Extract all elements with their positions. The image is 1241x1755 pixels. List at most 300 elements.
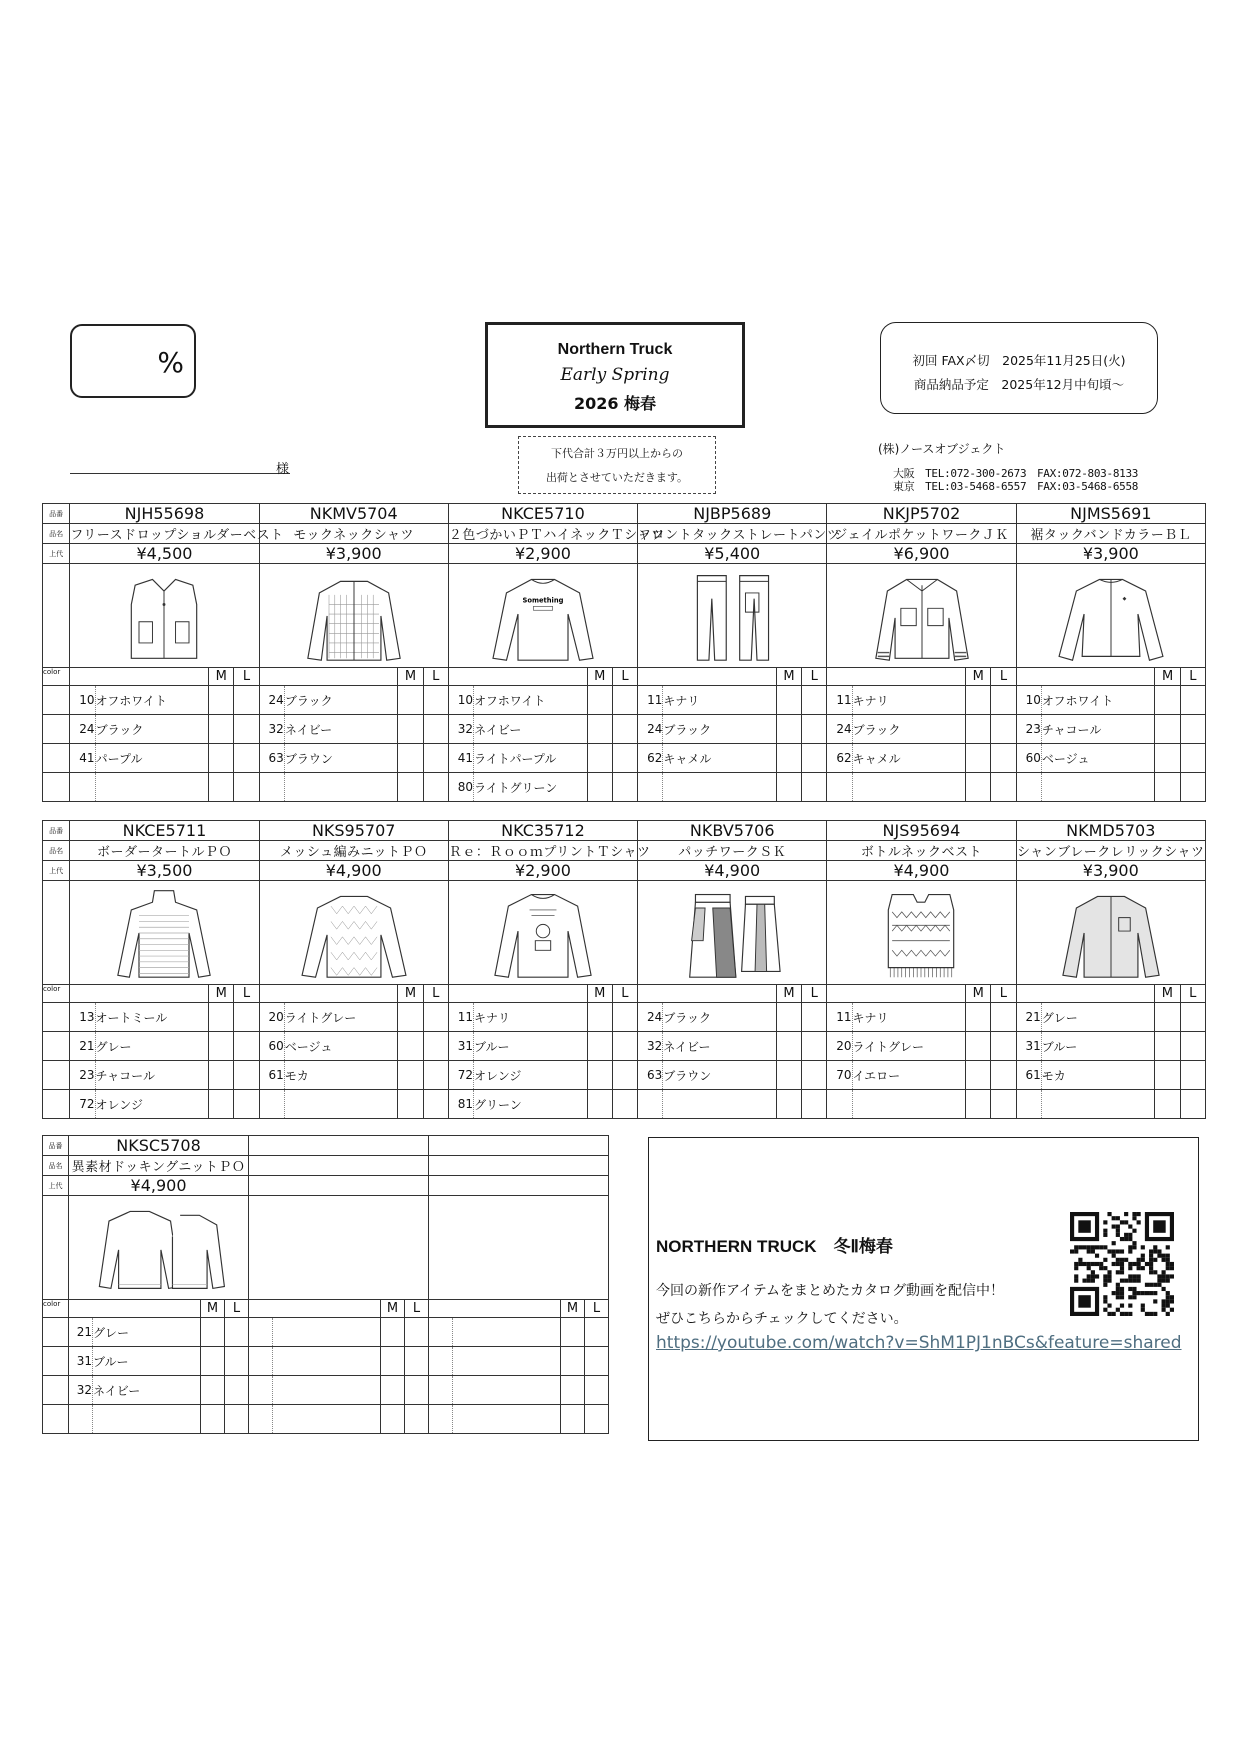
qty-l-input[interactable] bbox=[423, 773, 448, 802]
image-label-cell bbox=[43, 881, 70, 985]
knit-vest-sketch bbox=[846, 883, 996, 983]
color-code: 11 bbox=[448, 1003, 473, 1032]
product-image-cell bbox=[1016, 564, 1205, 668]
qty-m-input[interactable] bbox=[398, 1003, 423, 1032]
qr-code-icon[interactable] bbox=[1070, 1212, 1174, 1316]
qty-l-input[interactable] bbox=[234, 744, 259, 773]
size-m-header: M bbox=[966, 668, 991, 686]
color-name: ブルー bbox=[93, 1347, 201, 1376]
color-code: 62 bbox=[827, 744, 852, 773]
size-m-header: M bbox=[201, 1300, 225, 1318]
color-code: 72 bbox=[448, 1061, 473, 1090]
qty-l-input[interactable] bbox=[991, 1032, 1016, 1061]
qty-m-input[interactable] bbox=[966, 1061, 991, 1090]
qty-l-input[interactable] bbox=[991, 1003, 1016, 1032]
qty-l-input[interactable] bbox=[612, 1003, 637, 1032]
qty-l-input[interactable] bbox=[802, 1032, 827, 1061]
color-name: モカ bbox=[1041, 1061, 1155, 1090]
color-code: 32 bbox=[448, 715, 473, 744]
qty-l-input[interactable] bbox=[585, 1347, 609, 1376]
product-price bbox=[249, 1176, 429, 1196]
qty-m-input[interactable] bbox=[209, 1032, 234, 1061]
size-l-header: L bbox=[423, 985, 448, 1003]
product-image-cell bbox=[429, 1196, 609, 1300]
delivery-schedule: 商品納品予定 2025年12月中旬頃～ bbox=[913, 377, 1125, 392]
qty-m-input[interactable] bbox=[209, 1061, 234, 1090]
color-code bbox=[429, 1405, 453, 1434]
qty-m-input[interactable] bbox=[398, 744, 423, 773]
product-image-cell bbox=[70, 564, 259, 668]
color-header-cell bbox=[638, 668, 777, 686]
qty-m-input[interactable] bbox=[201, 1376, 225, 1405]
pants-sketch bbox=[657, 566, 807, 666]
color-code: 60 bbox=[259, 1032, 284, 1061]
color-name: ブラック bbox=[95, 715, 209, 744]
color-code bbox=[1016, 773, 1041, 802]
color-name bbox=[1041, 1090, 1155, 1119]
qty-m-input[interactable] bbox=[776, 686, 801, 715]
discount-rate-box[interactable] bbox=[70, 324, 196, 398]
color-code: 21 bbox=[69, 1318, 93, 1347]
color-name: キナリ bbox=[852, 686, 966, 715]
label-color: color bbox=[43, 668, 70, 686]
color-name: ブラウン bbox=[663, 1061, 777, 1090]
qty-l-input[interactable] bbox=[234, 1090, 259, 1119]
color-name: モカ bbox=[284, 1061, 398, 1090]
qty-m-input[interactable] bbox=[209, 1003, 234, 1032]
color-name bbox=[273, 1376, 381, 1405]
video-text: ぜひこちらからチェックしてください。 bbox=[656, 1311, 908, 1327]
qty-l-input[interactable] bbox=[585, 1318, 609, 1347]
product-image-cell bbox=[827, 881, 1016, 985]
color-name: ブルー bbox=[474, 1032, 588, 1061]
qty-l-input[interactable] bbox=[1180, 1032, 1205, 1061]
color-name: グレー bbox=[95, 1032, 209, 1061]
color-header-cell bbox=[249, 1300, 381, 1318]
size-m-header: M bbox=[966, 985, 991, 1003]
color-name bbox=[852, 1090, 966, 1119]
qty-m-input[interactable] bbox=[1155, 1032, 1180, 1061]
qty-l-input[interactable] bbox=[1180, 773, 1205, 802]
size-m-header: M bbox=[398, 985, 423, 1003]
color-code bbox=[70, 773, 95, 802]
qty-m-input[interactable] bbox=[209, 715, 234, 744]
qty-m-input[interactable] bbox=[776, 1090, 801, 1119]
color-header-cell bbox=[70, 985, 209, 1003]
color-code: 63 bbox=[638, 1061, 663, 1090]
qty-m-input[interactable] bbox=[209, 744, 234, 773]
qty-l-input[interactable] bbox=[234, 1003, 259, 1032]
color-name: オフホワイト bbox=[1041, 686, 1155, 715]
qty-m-input[interactable] bbox=[587, 686, 612, 715]
qty-l-input[interactable] bbox=[405, 1405, 429, 1434]
qty-l-input[interactable] bbox=[802, 773, 827, 802]
product-image-cell bbox=[69, 1196, 249, 1300]
qty-m-input[interactable] bbox=[966, 773, 991, 802]
color-name: ブラック bbox=[284, 686, 398, 715]
color-name bbox=[453, 1318, 561, 1347]
qty-l-input[interactable] bbox=[423, 715, 448, 744]
knit-sketch bbox=[279, 883, 429, 983]
qty-m-input[interactable] bbox=[1155, 773, 1180, 802]
qty-l-input[interactable] bbox=[1180, 1061, 1205, 1090]
label-part-no: 品番 bbox=[43, 504, 70, 524]
qty-m-input[interactable] bbox=[776, 773, 801, 802]
product-price: ¥4,900 bbox=[827, 861, 1016, 881]
qty-l-input[interactable] bbox=[1180, 715, 1205, 744]
qty-m-input[interactable] bbox=[966, 686, 991, 715]
size-l-header: L bbox=[802, 668, 827, 686]
qty-m-input[interactable] bbox=[776, 1061, 801, 1090]
product-price: ¥4,900 bbox=[259, 861, 448, 881]
qty-l-input[interactable] bbox=[991, 1090, 1016, 1119]
color-name bbox=[284, 773, 398, 802]
size-m-header: M bbox=[1155, 985, 1180, 1003]
color-code: 72 bbox=[70, 1090, 95, 1119]
qty-l-input[interactable] bbox=[802, 1003, 827, 1032]
qty-l-input[interactable] bbox=[612, 773, 637, 802]
color-code: 20 bbox=[827, 1032, 852, 1061]
color-name bbox=[663, 773, 777, 802]
color-code: 41 bbox=[448, 744, 473, 773]
qty-l-input[interactable] bbox=[234, 715, 259, 744]
qty-l-input[interactable] bbox=[234, 773, 259, 802]
color-code: 21 bbox=[1016, 1003, 1041, 1032]
minimum-order-notice bbox=[518, 436, 716, 494]
qty-l-input[interactable] bbox=[405, 1347, 429, 1376]
season-year: 2026 梅春 bbox=[573, 394, 657, 413]
row-spacer bbox=[43, 773, 70, 802]
product-code: NJBP5689 bbox=[638, 504, 827, 524]
print-tee-sketch bbox=[468, 883, 618, 983]
tokyo-contact: 東京 TEL:03-5468-6557 FAX:03-5468-6558 bbox=[893, 480, 1139, 493]
skirt-sketch bbox=[657, 883, 807, 983]
color-header-cell bbox=[638, 985, 777, 1003]
qty-l-input[interactable] bbox=[405, 1318, 429, 1347]
product-code: NJS95694 bbox=[827, 821, 1016, 841]
qty-m-input[interactable] bbox=[561, 1405, 585, 1434]
product-price: ¥6,900 bbox=[827, 544, 1016, 564]
qty-m-input[interactable] bbox=[966, 1090, 991, 1119]
product-price: ¥4,500 bbox=[70, 544, 259, 564]
size-l-header: L bbox=[225, 1300, 249, 1318]
qty-m-input[interactable] bbox=[381, 1405, 405, 1434]
size-l-header: L bbox=[991, 668, 1016, 686]
qty-m-input[interactable] bbox=[209, 1090, 234, 1119]
chambray-shirt-sketch bbox=[1036, 883, 1186, 983]
qty-l-input[interactable] bbox=[612, 686, 637, 715]
qty-l-input[interactable] bbox=[612, 1032, 637, 1061]
label-color: color bbox=[43, 1300, 69, 1318]
color-name: チャコール bbox=[95, 1061, 209, 1090]
size-m-header: M bbox=[587, 985, 612, 1003]
qty-m-input[interactable] bbox=[1155, 715, 1180, 744]
product-code: NKMD5703 bbox=[1016, 821, 1205, 841]
qty-l-input[interactable] bbox=[991, 686, 1016, 715]
qty-l-input[interactable] bbox=[225, 1376, 249, 1405]
color-name: チャコール bbox=[1041, 715, 1155, 744]
color-code: 20 bbox=[259, 1003, 284, 1032]
color-name: ブルー bbox=[1041, 1032, 1155, 1061]
color-name bbox=[273, 1405, 381, 1434]
qty-l-input[interactable] bbox=[612, 1090, 637, 1119]
customer-name-field[interactable] bbox=[70, 472, 290, 474]
qty-l-input[interactable] bbox=[1180, 1003, 1205, 1032]
row-spacer bbox=[43, 715, 70, 744]
jacket-sketch bbox=[847, 566, 997, 666]
qty-m-input[interactable] bbox=[776, 1003, 801, 1032]
qty-l-input[interactable] bbox=[1180, 1090, 1205, 1119]
qty-l-input[interactable] bbox=[612, 1061, 637, 1090]
color-code: 24 bbox=[827, 715, 852, 744]
product-image-cell bbox=[638, 564, 827, 668]
qty-l-input[interactable] bbox=[423, 686, 448, 715]
product-image-cell bbox=[70, 881, 259, 985]
color-name: ブラック bbox=[663, 715, 777, 744]
color-code bbox=[249, 1347, 273, 1376]
company-name: (株)ノースオブジェクト bbox=[878, 442, 1006, 456]
qty-m-input[interactable] bbox=[966, 1032, 991, 1061]
product-price: ¥3,900 bbox=[1016, 861, 1205, 881]
color-name bbox=[453, 1405, 561, 1434]
qty-m-input[interactable] bbox=[1155, 1003, 1180, 1032]
deadline-box bbox=[880, 322, 1158, 414]
qty-m-input[interactable] bbox=[776, 1032, 801, 1061]
qty-m-input[interactable] bbox=[561, 1347, 585, 1376]
qty-l-input[interactable] bbox=[405, 1376, 429, 1405]
color-name: ブラック bbox=[663, 1003, 777, 1032]
qty-m-input[interactable] bbox=[587, 744, 612, 773]
row-spacer bbox=[43, 744, 70, 773]
svg-text:Something: Something bbox=[522, 596, 564, 605]
qty-m-input[interactable] bbox=[587, 1061, 612, 1090]
qty-l-input[interactable] bbox=[585, 1405, 609, 1434]
color-name: ネイビー bbox=[284, 715, 398, 744]
color-code bbox=[259, 773, 284, 802]
qty-m-input[interactable] bbox=[776, 715, 801, 744]
label-color: color bbox=[43, 985, 70, 1003]
qty-m-input[interactable] bbox=[381, 1376, 405, 1405]
notice-line: 下代合計３万円以上からの bbox=[551, 447, 683, 460]
size-l-header: L bbox=[991, 985, 1016, 1003]
size-m-header: M bbox=[587, 668, 612, 686]
label-name: 品名 bbox=[43, 841, 70, 861]
qty-l-input[interactable] bbox=[802, 1090, 827, 1119]
product-name: モックネックシャツ bbox=[259, 524, 448, 544]
product-code: NKSC5708 bbox=[69, 1136, 249, 1156]
product-code: NJMS5691 bbox=[1016, 504, 1205, 524]
image-label-cell bbox=[43, 564, 70, 668]
qty-m-input[interactable] bbox=[1155, 744, 1180, 773]
color-code: 24 bbox=[259, 686, 284, 715]
color-name: グリーン bbox=[474, 1090, 588, 1119]
color-name bbox=[453, 1347, 561, 1376]
color-code bbox=[429, 1318, 453, 1347]
qty-l-input[interactable] bbox=[802, 715, 827, 744]
product-price: ¥3,900 bbox=[259, 544, 448, 564]
size-l-header: L bbox=[234, 668, 259, 686]
video-link[interactable]: https://youtube.com/watch?v=ShM1PJ1nBCs&feature=shared bbox=[656, 1333, 1182, 1353]
color-name bbox=[453, 1376, 561, 1405]
color-name bbox=[1041, 773, 1155, 802]
check-shirt-sketch bbox=[279, 566, 429, 666]
product-code: NKC35712 bbox=[448, 821, 637, 841]
qty-l-input[interactable] bbox=[991, 744, 1016, 773]
color-code: 61 bbox=[259, 1061, 284, 1090]
size-l-header: L bbox=[612, 668, 637, 686]
qty-l-input[interactable] bbox=[991, 715, 1016, 744]
row-spacer bbox=[43, 1347, 69, 1376]
qty-m-input[interactable] bbox=[587, 773, 612, 802]
qty-m-input[interactable] bbox=[201, 1405, 225, 1434]
size-m-header: M bbox=[561, 1300, 585, 1318]
color-code bbox=[827, 773, 852, 802]
color-name bbox=[273, 1347, 381, 1376]
color-header-cell bbox=[448, 668, 587, 686]
qty-l-input[interactable] bbox=[225, 1347, 249, 1376]
qty-l-input[interactable] bbox=[225, 1405, 249, 1434]
qty-l-input[interactable] bbox=[802, 1061, 827, 1090]
qty-l-input[interactable] bbox=[234, 1032, 259, 1061]
qty-l-input[interactable] bbox=[423, 1061, 448, 1090]
qty-l-input[interactable] bbox=[991, 773, 1016, 802]
qty-m-input[interactable] bbox=[398, 1032, 423, 1061]
row-spacer bbox=[43, 1061, 70, 1090]
qty-l-input[interactable] bbox=[423, 744, 448, 773]
qty-l-input[interactable] bbox=[1180, 686, 1205, 715]
order-table bbox=[42, 503, 1206, 802]
image-label-cell bbox=[43, 1196, 69, 1300]
product-name bbox=[429, 1156, 609, 1176]
qty-l-input[interactable] bbox=[802, 686, 827, 715]
qty-l-input[interactable] bbox=[802, 744, 827, 773]
qty-l-input[interactable] bbox=[612, 744, 637, 773]
color-code: 11 bbox=[638, 686, 663, 715]
product-name bbox=[249, 1156, 429, 1176]
qty-m-input[interactable] bbox=[1155, 1090, 1180, 1119]
color-code bbox=[69, 1405, 93, 1434]
product-code: NKMV5704 bbox=[259, 504, 448, 524]
qty-m-input[interactable] bbox=[398, 1090, 423, 1119]
qty-m-input[interactable] bbox=[966, 744, 991, 773]
color-code: 32 bbox=[638, 1032, 663, 1061]
size-m-header: M bbox=[209, 668, 234, 686]
qty-m-input[interactable] bbox=[209, 686, 234, 715]
product-price: ¥2,900 bbox=[448, 544, 637, 564]
product-code bbox=[249, 1136, 429, 1156]
qty-m-input[interactable] bbox=[587, 1090, 612, 1119]
row-spacer bbox=[43, 1090, 70, 1119]
qty-l-input[interactable] bbox=[423, 1003, 448, 1032]
color-name bbox=[95, 773, 209, 802]
color-name bbox=[284, 1090, 398, 1119]
color-name: ブラウン bbox=[284, 744, 398, 773]
size-m-header: M bbox=[381, 1300, 405, 1318]
qty-l-input[interactable] bbox=[991, 1061, 1016, 1090]
qty-l-input[interactable] bbox=[225, 1318, 249, 1347]
qty-m-input[interactable] bbox=[381, 1347, 405, 1376]
docking-knit-sketch bbox=[84, 1198, 234, 1298]
color-header-cell bbox=[259, 985, 398, 1003]
product-name: ジェイルポケットワークＪＫ bbox=[827, 524, 1016, 544]
row-spacer bbox=[43, 1376, 69, 1405]
qty-l-input[interactable] bbox=[423, 1090, 448, 1119]
color-code: 10 bbox=[70, 686, 95, 715]
qty-m-input[interactable] bbox=[398, 773, 423, 802]
color-code bbox=[249, 1318, 273, 1347]
size-m-header: M bbox=[398, 668, 423, 686]
qty-m-input[interactable] bbox=[776, 744, 801, 773]
color-code: 31 bbox=[448, 1032, 473, 1061]
qty-m-input[interactable] bbox=[201, 1318, 225, 1347]
color-code: 11 bbox=[827, 686, 852, 715]
size-m-header: M bbox=[776, 985, 801, 1003]
qty-m-input[interactable] bbox=[398, 686, 423, 715]
color-code: 24 bbox=[638, 715, 663, 744]
qty-m-input[interactable] bbox=[561, 1318, 585, 1347]
color-name: ベージュ bbox=[1041, 744, 1155, 773]
qty-l-input[interactable] bbox=[1180, 744, 1205, 773]
row-spacer bbox=[43, 1318, 69, 1347]
product-code: NJH55698 bbox=[70, 504, 259, 524]
customer-suffix: 様 bbox=[276, 462, 290, 477]
product-price: ¥3,900 bbox=[1016, 544, 1205, 564]
color-code: 31 bbox=[69, 1347, 93, 1376]
product-name: フロントタックストレートパンツ bbox=[638, 524, 827, 544]
qty-m-input[interactable] bbox=[966, 715, 991, 744]
product-price: ¥4,900 bbox=[638, 861, 827, 881]
qty-m-input[interactable] bbox=[966, 1003, 991, 1032]
product-name: フリースドロップショルダーベスト bbox=[70, 524, 259, 544]
product-name: ボーダータートルＰＯ bbox=[70, 841, 259, 861]
color-code: 24 bbox=[70, 715, 95, 744]
qty-m-input[interactable] bbox=[398, 715, 423, 744]
color-code: 23 bbox=[70, 1061, 95, 1090]
qty-m-input[interactable] bbox=[201, 1347, 225, 1376]
qty-m-input[interactable] bbox=[587, 1032, 612, 1061]
color-code: 80 bbox=[448, 773, 473, 802]
video-text: 今回の新作アイテムをまとめたカタログ動画を配信中！ bbox=[656, 1283, 1005, 1299]
qty-m-input[interactable] bbox=[381, 1318, 405, 1347]
product-price: ¥3,500 bbox=[70, 861, 259, 881]
percent-sign: % bbox=[157, 346, 184, 379]
qty-l-input[interactable] bbox=[234, 1061, 259, 1090]
label-name: 品名 bbox=[43, 524, 70, 544]
color-header-cell bbox=[1016, 985, 1155, 1003]
qty-m-input[interactable] bbox=[1155, 686, 1180, 715]
label-price: 上代 bbox=[43, 1176, 69, 1196]
color-code: 11 bbox=[827, 1003, 852, 1032]
qty-l-input[interactable] bbox=[585, 1376, 609, 1405]
size-l-header: L bbox=[802, 985, 827, 1003]
color-code bbox=[638, 773, 663, 802]
qty-m-input[interactable] bbox=[587, 1003, 612, 1032]
product-name: ２色づかいＰＴハイネックＴシャツ bbox=[448, 524, 637, 544]
qty-l-input[interactable] bbox=[423, 1032, 448, 1061]
qty-l-input[interactable] bbox=[612, 715, 637, 744]
qty-m-input[interactable] bbox=[398, 1061, 423, 1090]
size-m-header: M bbox=[776, 668, 801, 686]
qty-m-input[interactable] bbox=[209, 773, 234, 802]
color-code: 62 bbox=[638, 744, 663, 773]
color-header-cell bbox=[429, 1300, 561, 1318]
qty-l-input[interactable] bbox=[234, 686, 259, 715]
qty-m-input[interactable] bbox=[587, 715, 612, 744]
qty-m-input[interactable] bbox=[1155, 1061, 1180, 1090]
row-spacer bbox=[43, 1032, 70, 1061]
qty-m-input[interactable] bbox=[561, 1376, 585, 1405]
product-code bbox=[429, 1136, 609, 1156]
